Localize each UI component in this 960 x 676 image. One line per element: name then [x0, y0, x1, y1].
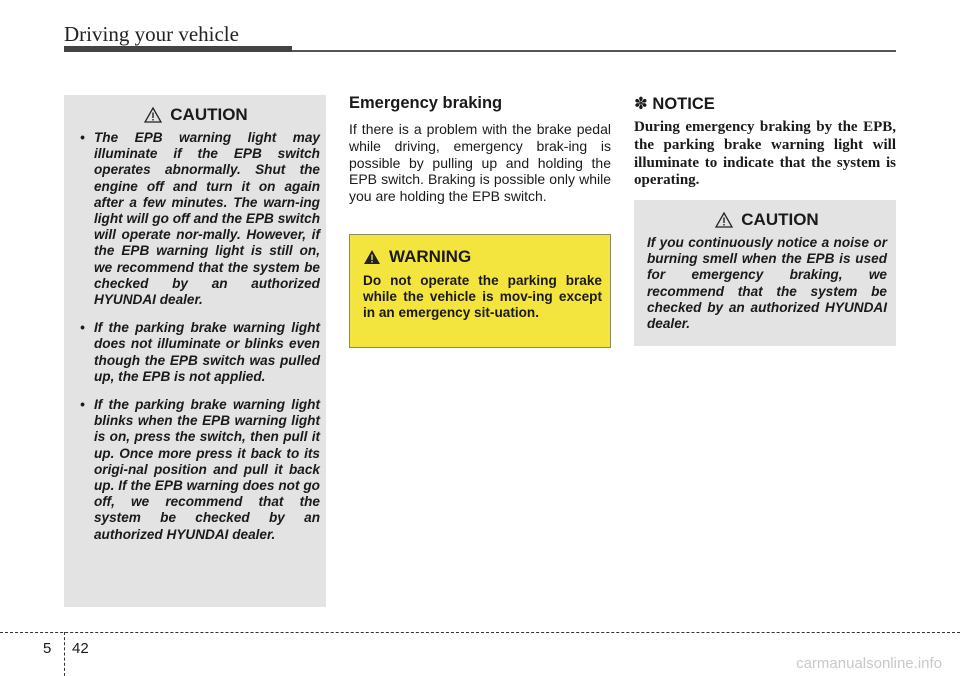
emergency-braking-title: Emergency braking: [349, 94, 503, 112]
caution-item: • If the parking brake warning light blinks when the EPB warning light is on, press the switch, then pull it up. Once more press it back to its origi-nal position and pull it back up. If the EPB warning does not go off, we recommend that the system be checked by an authorized HYUNDAI dealer.: [80, 397, 320, 542]
caution-item: • If the parking brake warning light does not illuminate or blinks even though the EPB switch was pulled up, the EPB is not applied.: [80, 320, 320, 384]
caution-triangle-icon: [144, 107, 162, 123]
warning-title: [363, 247, 602, 267]
caution-right-text: If you continuously notice a noise or burning smell when the EPB is used for emergency braking, we recommend that the system be checked by an authorized HYUNDAI dealer.: [647, 235, 887, 332]
notice-title: ✽ NOTICE: [634, 95, 715, 113]
header-rule-thin: [292, 50, 896, 52]
emergency-braking-text: If there is a problem with the brake pedal while driving, emergency brak-ing is possible by pulling up and holding the EPB switch. Braking is possible only while you are holding the EPB switch.: [349, 121, 611, 205]
caution-title-text: CAUTION: [741, 210, 819, 229]
caution-box-left: [64, 95, 326, 607]
warning-box: [349, 234, 611, 348]
caution-box-right: [634, 200, 896, 346]
notice-text: During emergency braking by the EPB, the parking brake warning light will illuminate to indicate that the system is operating.: [634, 119, 896, 189]
warning-triangle-icon: [363, 249, 381, 265]
footer-divider: [64, 632, 65, 676]
caution-list: [72, 130, 320, 543]
section-number: 5: [43, 640, 52, 657]
caution-item: • The EPB warning light may illuminate if the EPB switch operates abnormally. Shut the engine off and turn it on again after a few minutes. The warn-ing light will go off and the EPB switch will operate nor-mally. However, if the EPB warning light is still on, we recommend that the system be checked by an authorized HYUNDAI dealer.: [80, 130, 320, 308]
header-rule-thick: [64, 46, 292, 52]
caution-title: [647, 210, 887, 230]
footer-rule: [0, 632, 960, 633]
page-number: 42: [72, 640, 89, 657]
watermark: carmanualsonline.info: [796, 655, 942, 672]
caution-title: [72, 105, 320, 125]
caution-title-text: CAUTION: [170, 105, 248, 124]
page-header-title: Driving your vehicle: [64, 22, 239, 46]
caution-triangle-icon: [715, 212, 733, 228]
warning-title-text: WARNING: [389, 247, 472, 266]
warning-text: Do not operate the parking brake while the vehicle is mov-ing except in an emergency sit-uation.: [363, 273, 602, 321]
